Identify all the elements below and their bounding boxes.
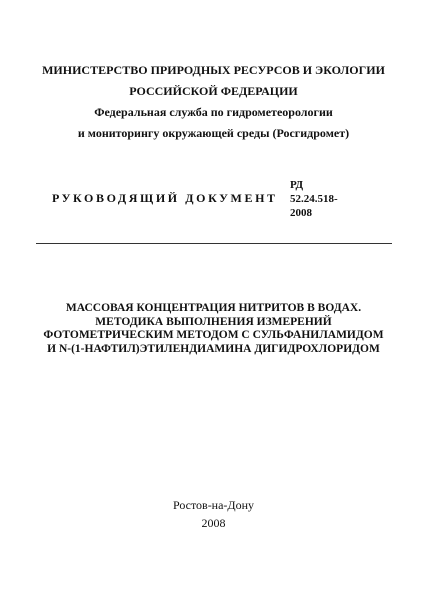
document-title — [0, 302, 427, 356]
publication-city: Ростов-на-Дону — [172, 498, 255, 512]
title-line-1: МАССОВАЯ КОНЦЕНТРАЦИЯ НИТРИТОВ В ВОДАХ. — [65, 302, 362, 314]
document-designation — [30, 178, 410, 228]
header-line-federation: РОССИЙСКОЙ ФЕДЕРАЦИИ — [129, 84, 298, 98]
publication-year: 2008 — [201, 516, 226, 530]
header-line-ministry: МИНИСТЕРСТВО ПРИРОДНЫХ РЕСУРСОВ И ЭКОЛОГИИ — [42, 63, 385, 77]
document-type: РУКОВОДЯЩИЙ ДОКУМЕНТ — [52, 191, 278, 205]
document-code-prefix: РД — [290, 179, 304, 191]
document-code-year: 2008 — [290, 207, 312, 219]
document-code-number: 52.24.518- — [290, 193, 338, 205]
ministry-header — [0, 60, 427, 144]
publication-info — [0, 496, 427, 532]
title-line-3: ФОТОМЕТРИЧЕСКИМ МЕТОДОМ С СУЛЬФАНИЛАМИДОМ — [43, 329, 384, 341]
document-code — [290, 178, 338, 220]
horizontal-divider — [36, 243, 392, 244]
title-line-2: МЕТОДИКА ВЫПОЛНЕНИЯ ИЗМЕРЕНИЙ — [95, 315, 332, 328]
header-line-agency: и мониторингу окружающей среды (Росгидромет) — [77, 126, 350, 140]
header-line-service: Федеральная служба по гидрометеорологии — [94, 105, 333, 119]
title-line-4: И N-(1-НАФТИЛ)ЭТИЛЕНДИАМИНА ДИГИДРОХЛОРИДОМ — [47, 342, 380, 355]
